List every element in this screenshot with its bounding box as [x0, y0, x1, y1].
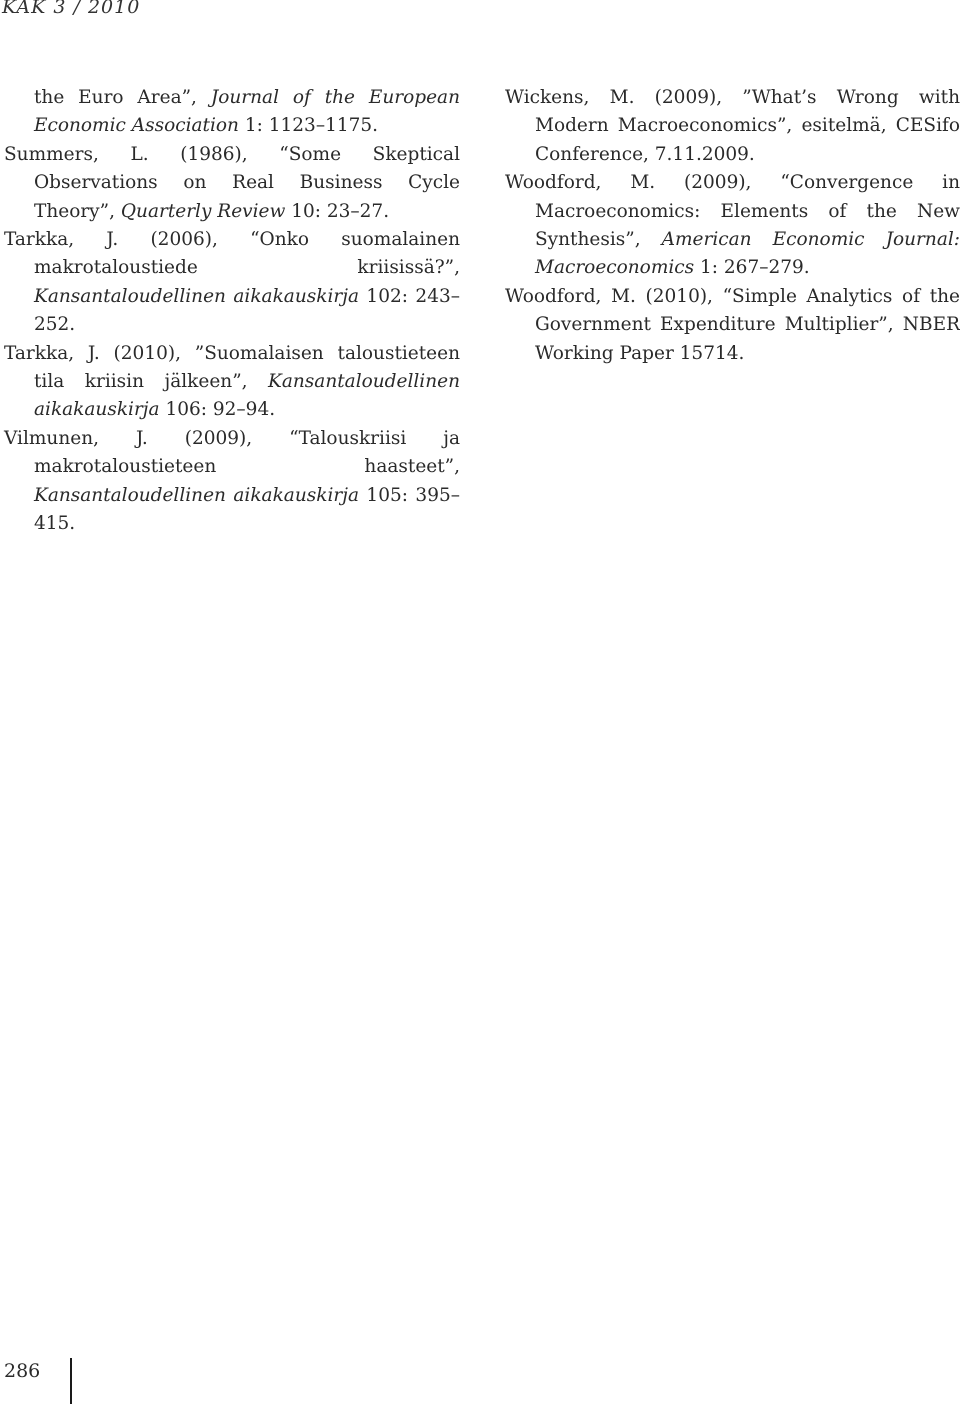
- reference-entry: Woodford, M. (2009), “Convergence in Macroeconomics: Elements of the New Synthesis”, American Economic Journal: Macroeconomics 1: 267–279.: [505, 172, 960, 279]
- references-left-column: [4, 84, 460, 539]
- references-right-column: [505, 84, 960, 368]
- reference-entry: Tarkka, J. (2010), ”Suomalaisen taloustieteen tila kriisin jälkeen”, Kansantaloudellinen aikakauskirja 106: 92–94.: [4, 342, 460, 421]
- page-number: 286: [4, 1360, 41, 1382]
- reference-entry: Wickens, M. (2009), ”What’s Wrong with Modern Macroeconomics”, esitelmä, CESifo Conference, 7.11.2009.: [505, 87, 960, 165]
- reference-entry: Summers, L. (1986), “Some Skeptical Observations on Real Business Cycle Theory”, Quarterly Review 10: 23–27.: [4, 143, 460, 222]
- reference-entry: Tarkka, J. (2006), “Onko suomalainen makrotaloustiede kriisissä?”, Kansantaloudellinen aikakauskirja 102: 243–252.: [4, 229, 460, 336]
- running-head: KAK 3 / 2010: [2, 0, 141, 18]
- reference-entry: Woodford, M. (2010), “Simple Analytics of the Government Expenditure Multiplier”, NBER Working Paper 15714.: [505, 285, 960, 364]
- page-number-divider: [70, 1358, 72, 1404]
- reference-entry: Vilmunen, J. (2009), “Talouskriisi ja makrotaloustieteen haasteet”, Kansantaloudellinen aikakauskirja 105: 395–415.: [4, 427, 460, 535]
- reference-entry: the Euro Area”, Journal of the European Economic Association 1: 1123–1175.: [34, 87, 460, 137]
